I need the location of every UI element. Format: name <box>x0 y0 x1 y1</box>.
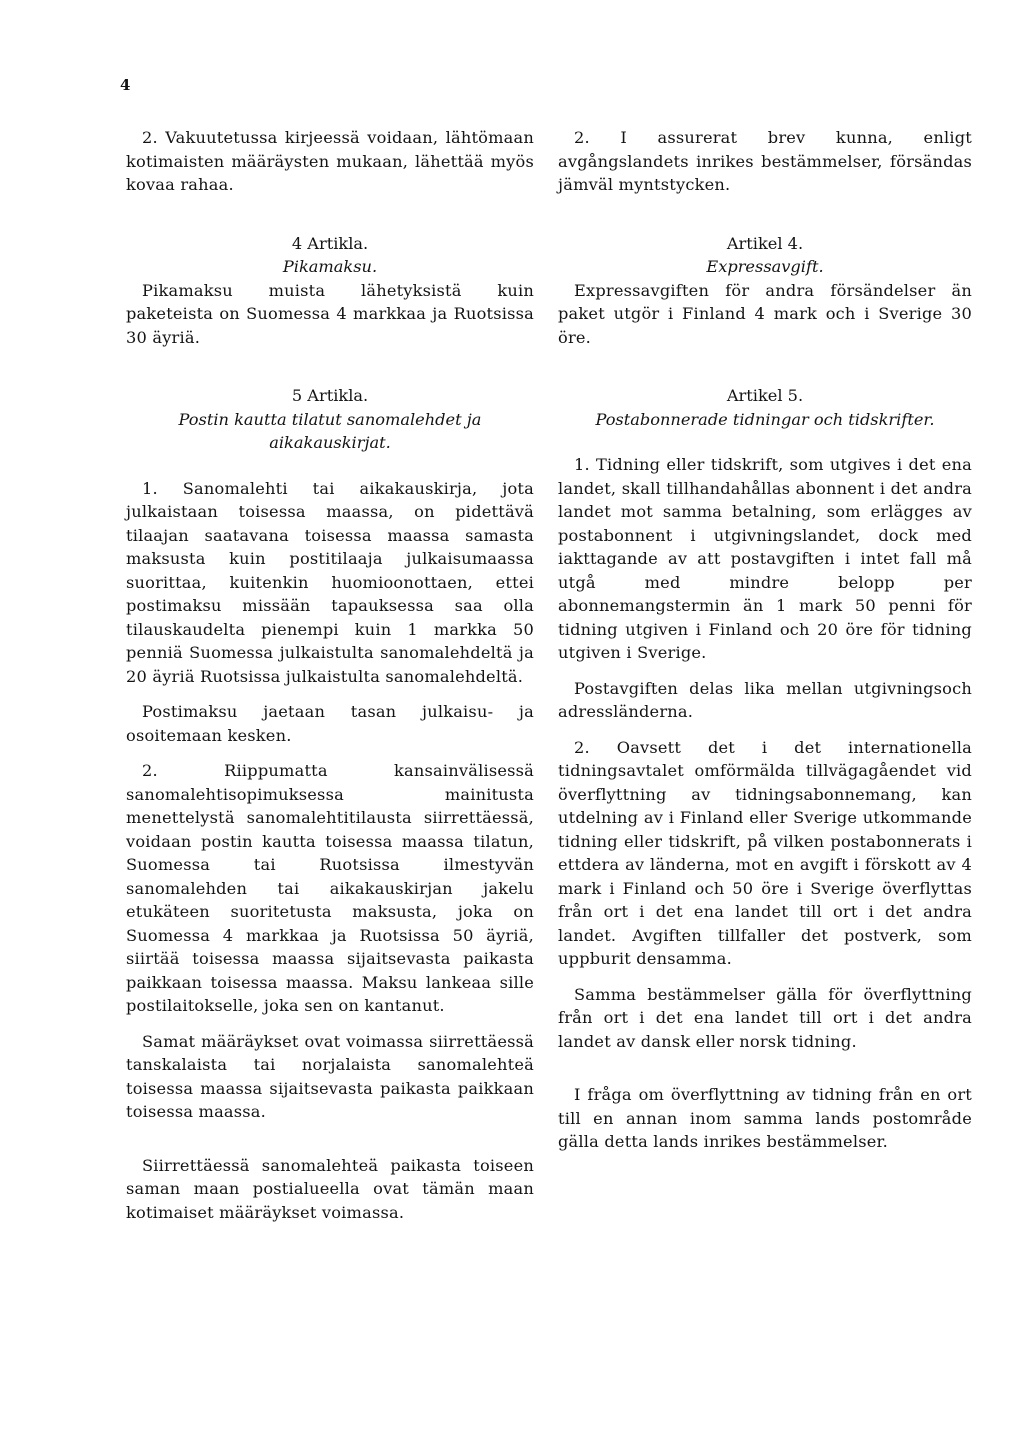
fi-article-4-subtitle: Pikamaksu. <box>282 257 378 276</box>
sv-article-5-paragraph-1: 1. Tidning eller tidskrift, som utgives i det ena landet, skall tillhandahållas abonnent i det andra landet mot samma betalning, som erlägges av postabonnent i utgivningslandet, dock med iakttagande av att postavgiften i intet fall må utgå med mindre belopp per abonnemangstermin än 1 mark 50 penni för tidning utgiven i Finland och 20 öre för tidning utgiven i Sverige. <box>558 455 972 662</box>
fi-article-5-paragraph-2: Postimaksu jaetaan tasan julkaisu- ja osoitemaan kesken. <box>126 702 534 745</box>
fi-article-5-paragraph-4: Samat määräykset ovat voimassa siirrettäessä tanskalaista tai norjalaista sanomalehteä toisessa maassa sijaitsevasta paikasta paikkaan toisessa maassa. <box>126 1031 534 1121</box>
fi-article-5-paragraph-1: 1. Sanomalehti tai aikakauskirja, jota julkaistaan toisessa maassa, on pidettävä tilaajan saatavana toisessa maassa samasta maksusta kuin postitilaaja julkaisumaassa suorittaa, kuitenkin huomioonottaen, ettei postimaksu missään tapauksessa saa olla tilauskaudelta pienempi kuin 1 markka 50 penniä Suomessa julkaistulta sanomalehdeltä ja 20 äyriä Ruotsissa julkaistulta sanomalehdeltä. <box>126 478 534 686</box>
finnish-column <box>126 126 534 1224</box>
sv-article-5-heading: Artikel 5. <box>726 386 804 405</box>
fi-article-4-heading: 4 Artikla. <box>291 233 369 253</box>
sv-article-4-heading: Artikel 4. <box>726 233 804 253</box>
fi-article-5-heading: 5 Artikla. <box>291 386 369 405</box>
fi-article-5-subtitle: Postin kautta tilatut sanomalehdet ja aikakauskirjat. <box>178 409 482 452</box>
sv-article-5-paragraph-4: Samma bestämmelser gälla för överflyttning från ort i det ena landet till ort i det andra landet av dansk eller norsk tidning. <box>558 984 972 1051</box>
fi-paragraph-1: 2. Vakuutetussa kirjeessä voidaan, lähtömaan kotimaisten määräysten mukaan, lähettää myös kovaa rahaa. <box>126 128 534 194</box>
sv-article-5-subtitle: Postabonnerade tidningar och tidskrifter. <box>595 409 935 429</box>
sv-article-5-paragraph-2: Postavgiften delas lika mellan utgivningsoch adressländerna. <box>558 678 972 721</box>
swedish-column <box>558 126 972 1154</box>
fi-article-5-paragraph-3: 2. Riippumatta kansainvälisessä sanomalehtisopimuksessa mainitusta menettelystä sanomalehtitilausta siirrettäessä, voidaan postin kautta toisessa maassa tilatun, Suomessa tai Ruotsissa ilmestyvän sanomalehden tai aikakauskirjan jakelu etukäteen suoritetusta maksusta, joka on Suomessa 4 markkaa ja Ruotsissa 50 äyriä, siirtää toisessa maassa sijaitsevasta paikasta paikkaan toisessa maassa. Maksu lankeaa sille postilaitokselle, joka sen on kantanut. <box>126 761 534 1015</box>
sv-article-5-paragraph-5: I fråga om överflyttning av tidning från en ort till en annan inom samma lands postområde gälla detta lands inrikes bestämmelser. <box>558 1085 972 1151</box>
fi-article-5-paragraph-5: Siirrettäessä sanomalehteä paikasta toiseen saman maan postialueella ovat tämän maan kotimaiset määräykset voimassa. <box>126 1155 534 1222</box>
page-number: 4 <box>120 76 131 94</box>
fi-article-4-text: Pikamaksu muista lähetyksistä kuin paketeista on Suomessa 4 markkaa ja Ruotsissa 30 äyriä. <box>126 280 534 347</box>
sv-paragraph-1: 2. I assurerat brev kunna, enligt avgångslandets inrikes bestämmelser, försändas jämväl myntstycken. <box>558 128 972 194</box>
sv-article-4-subtitle: Expressavgift. <box>706 257 824 276</box>
sv-article-5-paragraph-3: 2. Oavsett det i det internationella tidningsavtalet omförmälda tillvägagåendet vid överflyttning av tidningsabonnemang, kan utdelning av i Finland eller Sverige utkommande tidning eller tidskrift, på vilken postabonnerats i ettdera av länderna, mot en avgift i förskott av 4 mark i Finland och 50 öre i Sverige överflyttas från ort i det ena landet till ort i det andra landet. Avgiften tillfaller det postverk, som uppburit densamma. <box>558 737 972 968</box>
sv-article-4-text: Expressavgiften för andra försändelser än paket utgör i Finland 4 mark och i Sverige 30 öre. <box>558 280 972 347</box>
